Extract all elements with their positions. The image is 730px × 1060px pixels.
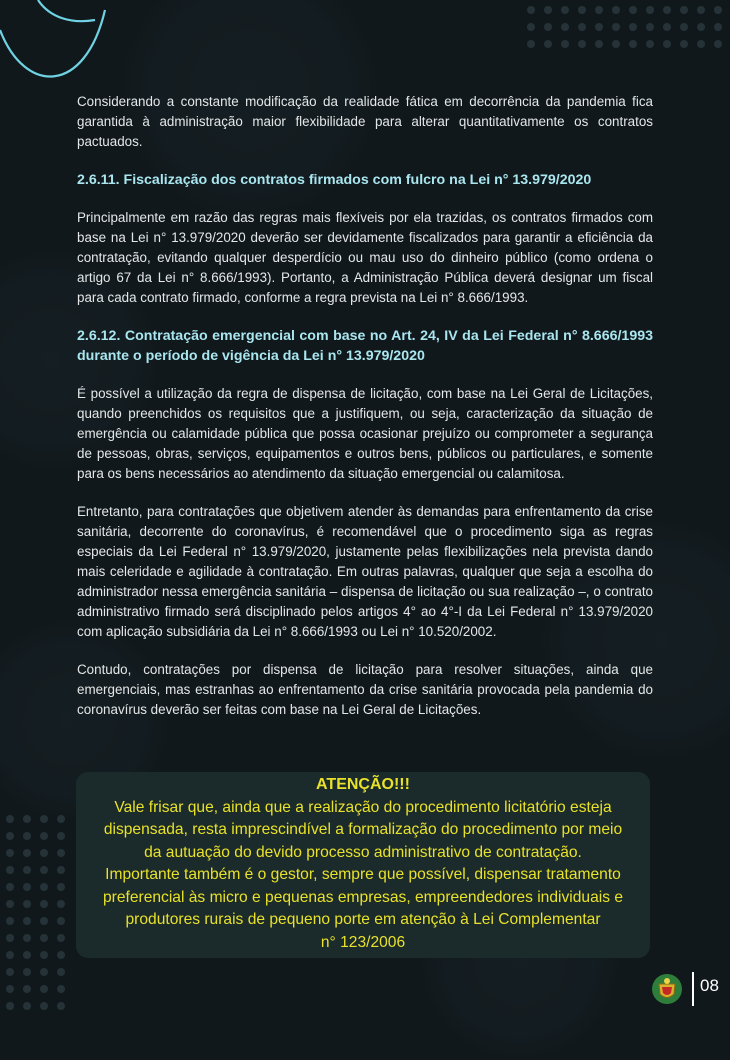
page-footer (634, 956, 730, 1024)
footer-divider (692, 972, 694, 1006)
paragraph-contudo: Contudo, contratações por dispensa de licitação para resolver situações, ainda que emergenciais, mas estranhas ao enfrentamento da crise sanitária provocada pela pandemia do coronavírus deverão ser feitas com base na Lei Geral de Licitações. (77, 662, 653, 717)
paragraph-entretanto: Entretanto, para contratações que objetivem atender às demandas para enfrentamento da crise sanitária, decorrente do coronavírus, é recomendável que o procedimento siga as regras especiais da Lei Federal n° 13.979/2020, justamente pelas flexibilizações nela prevista dando mais celeridade e agilidade à contratação. Em outras palavras, qualquer que seja a escolha do administrador nessa emergência sanitária – dispensa de licitação ou sua realização –, o contrato administrativo firmado será disciplinado pelos artigos 4° ao 4°-I da Lei Federal n° 13.979/2020 com aplicação subsidiária da Lei n° 8.666/1993 ou Lei n° 10.520/2002. (77, 504, 653, 639)
coat-of-arms-icon (650, 972, 684, 1006)
callout-line: produtores rurais de pequeno porte em atenção à Lei Complementar (125, 911, 601, 928)
paragraph-fiscalizacao: Principalmente em razão das regras mais flexíveis por ela trazidas, os contratos firmados com base na Lei n° 13.979/2020 deverão ser devidamente fiscalizados para garantir a eficiência da contratação, evitando qualquer desperdício ou mau uso do dinheiro público (como ordena o artigo 67 da Lei n° 8.666/1993). Portanto, a Administração Pública deverá designar um fiscal para cada contrato firmado, conforme a regra prevista na Lei n° 8.666/1993. (77, 210, 653, 305)
page-number: 08 (700, 976, 719, 995)
callout-line: preferencial às micro e pequenas empresas, empreendedores individuais e (102, 888, 624, 906)
dot-grid-decoration (6, 815, 65, 1010)
section-heading-2-6-11: 2.6.11. Fiscalização dos contratos firmados com fulcro na Lei n° 13.979/2020 (77, 172, 592, 188)
callout-line: Vale frisar que, ainda que a realização do procedimento licitatório esteja (114, 798, 612, 816)
attention-callout (76, 772, 650, 958)
paragraph-dispensa: É possível a utilização da regra de dispensa de licitação, com base na Lei Geral de Licitações, quando preenchidos os requisitos que a justifiquem, ou seja, caracterização da situação de emergência ou calamidade pública que possa ocasionar prejuízo ou comprometer a segurança de pessoas, obras, serviços, equipamentos e outros bens, públicos ou particulares, e somente para os bens necessários ao atendimento da situação emergencial ou calamitosa. (77, 386, 653, 481)
callout-line: da autuação do devido processo administrativo de contratação. (144, 843, 582, 861)
callout-line: dispensada, resta imprescindível a formalização do procedimento por meio (103, 821, 623, 838)
paragraph-intro: Considerando a constante modificação da realidade fática em decorrência da pandemia fica garantida à administração maior flexibilidade para alterar quantitativamente os contratos pactuados. (77, 94, 653, 149)
section-heading-2-6-12: 2.6.12. Contratação emergencial com base no Art. 24, IV da Lei Federal n° 8.666/1993 durante o período de vigência da Lei n° 13.979/2020 (77, 328, 653, 364)
dot-grid-decoration (527, 6, 722, 48)
callout-title: ATENÇÃO!!! (316, 776, 410, 793)
document-body (77, 92, 653, 738)
callout-line: Importante também é o gestor, sempre que possível, dispensar tratamento (105, 866, 621, 883)
arc-decoration-icon (0, 0, 110, 100)
callout-line: n° 123/2006 (320, 933, 406, 951)
